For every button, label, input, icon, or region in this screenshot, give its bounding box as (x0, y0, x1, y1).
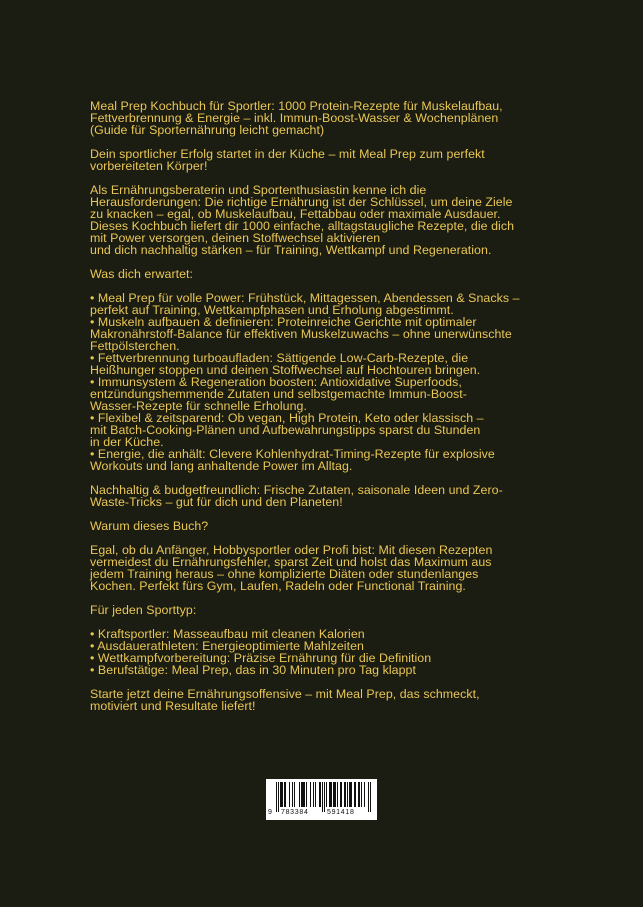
barcode-bar (351, 782, 352, 807)
blurb-paragraph (90, 544, 550, 592)
blurb-line: Was dich erwartet: (90, 267, 194, 281)
barcode-bar (313, 782, 314, 807)
barcode-bar (355, 782, 356, 807)
blurb-paragraph (90, 520, 550, 532)
barcode-bar (284, 782, 285, 807)
blurb-line: • Immunsystem & Regeneration boosten: Antioxidative Superfoods, (90, 375, 462, 389)
barcode-bar (326, 782, 327, 807)
blurb-paragraph (90, 484, 550, 508)
blurb-line: vermeidest du Ernährungsfehler, sparst Zeit und holst das Maximum aus (90, 555, 492, 569)
blurb-paragraph (90, 268, 550, 280)
blurb-line: Workouts und lang anhaltende Power im Alltag. (90, 459, 353, 473)
blurb-line: vorbereiteten Körper! (90, 159, 208, 173)
barcode-bar (302, 782, 303, 807)
barcode-bar (335, 782, 336, 807)
blurb-paragraph (90, 292, 550, 472)
barcode-bar (370, 782, 371, 812)
blurb-line: Egal, ob du Anfänger, Hobbysportler oder Profi bist: Mit diesen Rezepten (90, 543, 493, 557)
barcode-bar (334, 782, 335, 807)
barcode-bar (361, 782, 362, 807)
blurb-line: • Ausdauerathleten: Energieoptimierte Mahlzeiten (90, 639, 364, 653)
barcode-bar (368, 782, 369, 812)
barcode-bar (303, 782, 304, 807)
blurb-line: in der Küche. (90, 435, 164, 449)
barcode-bar (304, 782, 305, 807)
barcode-bar (306, 782, 307, 807)
blurb-line: und dich nachhaltig stärken – für Training, Wettkampf und Regeneration. (90, 243, 492, 257)
blurb-line: Nachhaltig & budgetfreundlich: Frische Zutaten, saisonale Ideen und Zero- (90, 483, 503, 497)
blurb-line: mit Power versorgen, deinen Stoffwechsel aktivieren (90, 231, 381, 245)
barcode-bar (341, 782, 342, 807)
blurb-line: Dein sportlicher Erfolg startet in der Küche – mit Meal Prep zum perfekt (90, 147, 485, 161)
blurb-paragraph (90, 148, 550, 172)
blurb-line: Kochen. Perfekt fürs Gym, Laufen, Radeln oder Functional Training. (90, 579, 466, 593)
blurb-line: Meal Prep Kochbuch für Sportler: 1000 Protein-Rezepte für Muskelaufbau, (90, 99, 503, 113)
blurb-line: • Berufstätige: Meal Prep, das in 30 Minuten pro Tag klappt (90, 663, 416, 677)
blurb-line: • Energie, die anhält: Clevere Kohlenhydrat-Timing-Rezepte für explosive (90, 447, 495, 461)
blurb-line: zu knacken – egal, ob Muskelaufbau, Fettabbau oder maximale Ausdauer. (90, 207, 501, 221)
blurb-line: jedem Training heraus – ohne komplizierte Diäten oder stundenlanges (90, 567, 479, 581)
barcode-bar (330, 782, 331, 807)
blurb-line: Fettpölsterchen. (90, 339, 180, 353)
barcode-bar (345, 782, 346, 807)
back-cover-blurb (90, 100, 550, 724)
barcode-bar (322, 782, 323, 812)
blurb-line: Dieses Kochbuch liefert dir 1000 einfache, alltagstaugliche Rezepte, die dich (90, 219, 515, 233)
barcode-digits-right: 591418 (327, 809, 355, 816)
barcode-bar (299, 782, 300, 807)
blurb-line: • Wettkampfvorbereitung: Präzise Ernährung für die Definition (90, 651, 432, 665)
blurb-line: motiviert und Resultate liefert! (90, 699, 256, 713)
barcode-bar (354, 782, 355, 807)
barcode-bar (282, 782, 283, 807)
blurb-line: Warum dieses Buch? (90, 519, 209, 533)
blurb-line: • Meal Prep für volle Power: Frühstück, Mittagessen, Abendessen & Snacks – (90, 291, 520, 305)
barcode-bar (364, 782, 365, 807)
barcode-bar (301, 782, 302, 807)
barcode-bar (280, 782, 281, 807)
blurb-line: Heißhunger stoppen und deinen Stoffwechsel auf Hochtouren bringen. (90, 363, 481, 377)
barcode-bar (337, 782, 338, 807)
blurb-paragraph (90, 604, 550, 616)
blurb-line: perfekt auf Training, Wettkampfphasen und Erholung abgestimmt. (90, 303, 454, 317)
barcode-bar (315, 782, 316, 807)
barcode-bar (358, 782, 359, 807)
blurb-line: • Muskeln aufbauen & definieren: Proteinreiche Gerichte mit optimaler (90, 315, 477, 329)
blurb-line: Waste-Tricks – gut für dich und den Planeten! (90, 495, 343, 509)
blurb-line: entzündungshemmende Zutaten und selbstgemachte Immun-Boost- (90, 387, 467, 401)
blurb-line: (Guide für Sporternährung leicht gemacht) (90, 123, 325, 137)
blurb-paragraph (90, 628, 550, 676)
blurb-line: Starte jetzt deine Ernährungsoffensive – mit Meal Prep, das schmeckt, (90, 687, 480, 701)
barcode-bar (331, 782, 332, 807)
blurb-line: Für jeden Sporttyp: (90, 603, 197, 617)
barcode-bar (319, 782, 320, 807)
barcode-bar (310, 782, 311, 807)
blurb-line: Herausforderungen: Die richtige Ernährung ist der Schlüssel, um deine Ziele (90, 195, 513, 209)
barcode-digits-left: 783384 (281, 809, 309, 816)
barcode-bar (349, 782, 350, 807)
blurb-line: • Fettverbrennung turboaufladen: Sättigende Low-Carb-Rezepte, die (90, 351, 469, 365)
isbn-barcode (266, 779, 377, 820)
barcode-bar (292, 782, 293, 807)
barcode-bar (344, 782, 345, 807)
barcode-bar (324, 782, 325, 812)
blurb-line: • Kraftsportler: Masseaufbau mit cleanen Kalorien (90, 627, 365, 641)
blurb-line: Wasser-Rezepte für schnelle Erholung. (90, 399, 307, 413)
barcode-bar (289, 782, 290, 807)
barcode-bar (294, 782, 295, 807)
barcode-bar (285, 782, 286, 807)
blurb-line: • Flexibel & zeitsparend: Ob vegan, High Protein, Keto oder klassisch – (90, 411, 484, 425)
barcode-bar (281, 782, 282, 807)
barcode-bar (329, 782, 330, 807)
barcode-bar (359, 782, 360, 807)
blurb-paragraph (90, 184, 550, 256)
barcode-bar (333, 782, 334, 807)
barcode-bar (340, 782, 341, 807)
barcode-bar (350, 782, 351, 807)
blurb-paragraph (90, 100, 550, 136)
blurb-line: mit Batch-Cooking-Plänen und Aufbewahrungstipps sparst du Stunden (90, 423, 481, 437)
barcode-bar (320, 782, 321, 807)
barcode-bar (278, 782, 279, 812)
blurb-line: Fettverbrennung & Energie – inkl. Immun-Boost-Wasser & Wochenplänen (90, 111, 499, 125)
blurb-line: Makronährstoff-Balance für effektiven Muskelzuwachs – ohne unerwünschte (90, 327, 512, 341)
barcode-bar (347, 782, 348, 807)
barcode-digit-lead: 9 (268, 809, 273, 816)
blurb-paragraph (90, 688, 550, 712)
barcode-bar (276, 782, 277, 812)
blurb-line: Als Ernährungsberaterin und Sportenthusiastin kenne ich die (90, 183, 427, 197)
